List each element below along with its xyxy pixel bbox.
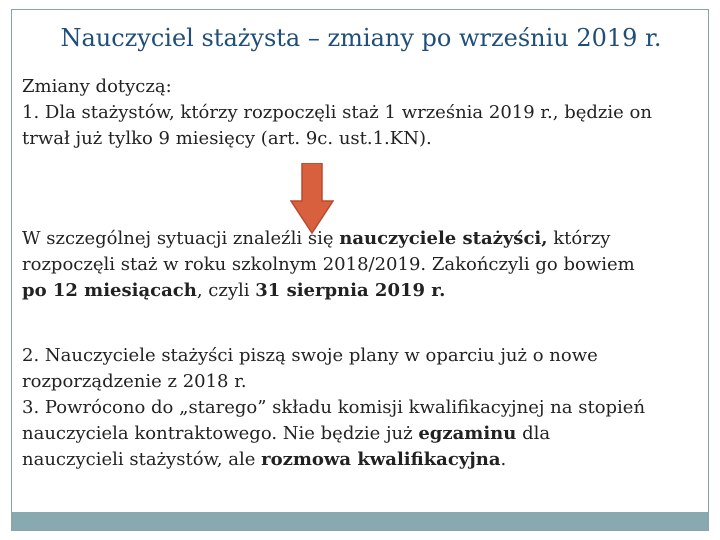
note-bold-months: po 12 miesiącach [22,280,197,301]
point1-line1: 1. Dla stażystów, którzy rozpoczęli staż 1 września 2019 r., będzie on [22,102,652,123]
special-situation-paragraph [22,226,694,304]
point3-line2: nauczyciela kontraktowego. Nie będzie już egzaminu dla [22,423,551,444]
slide-title: Nauczyciel stażysta – zmiany po wrześniu 2019 r. [60,24,662,52]
point1-line2: trwał już tylko 9 miesięcy (art. 9c. ust.1.KN). [22,128,432,149]
intro-text: Zmiany dotyczą: [22,76,172,97]
point3-bold-exam: egzaminu [418,423,517,444]
down-arrow-icon [290,163,334,235]
points-paragraph [22,343,694,473]
point2-line1: 2. Nauczyciele stażyści piszą swoje plany w oparciu już o nowe [22,345,598,366]
footer-bar [12,512,708,530]
changes-paragraph [22,74,694,152]
point3-line3: nauczycieli stażystów, ale rozmowa kwalifikacyjna. [22,449,507,470]
point2-line2: rozporządzenie z 2018 r. [22,371,247,392]
note-bold-teachers: nauczyciele stażyści, [339,228,548,249]
note-line2: rozpoczęli staż w roku szkolnym 2018/2019. Zakończyli go bowiem [22,254,635,275]
point3-bold-interview: rozmowa kwalifikacyjna [261,449,501,470]
note-line1: W szczególnej sytuacji znaleźli się nauczyciele stażyści, którzy [22,228,611,249]
note-bold-date: 31 sierpnia 2019 r. [255,280,446,301]
slide-frame [11,9,709,531]
note-line3: po 12 miesiącach, czyli 31 sierpnia 2019 r. [22,280,446,301]
point3-line1: 3. Powrócono do „starego” składu komisji kwalifikacyjnej na stopień [22,397,646,418]
